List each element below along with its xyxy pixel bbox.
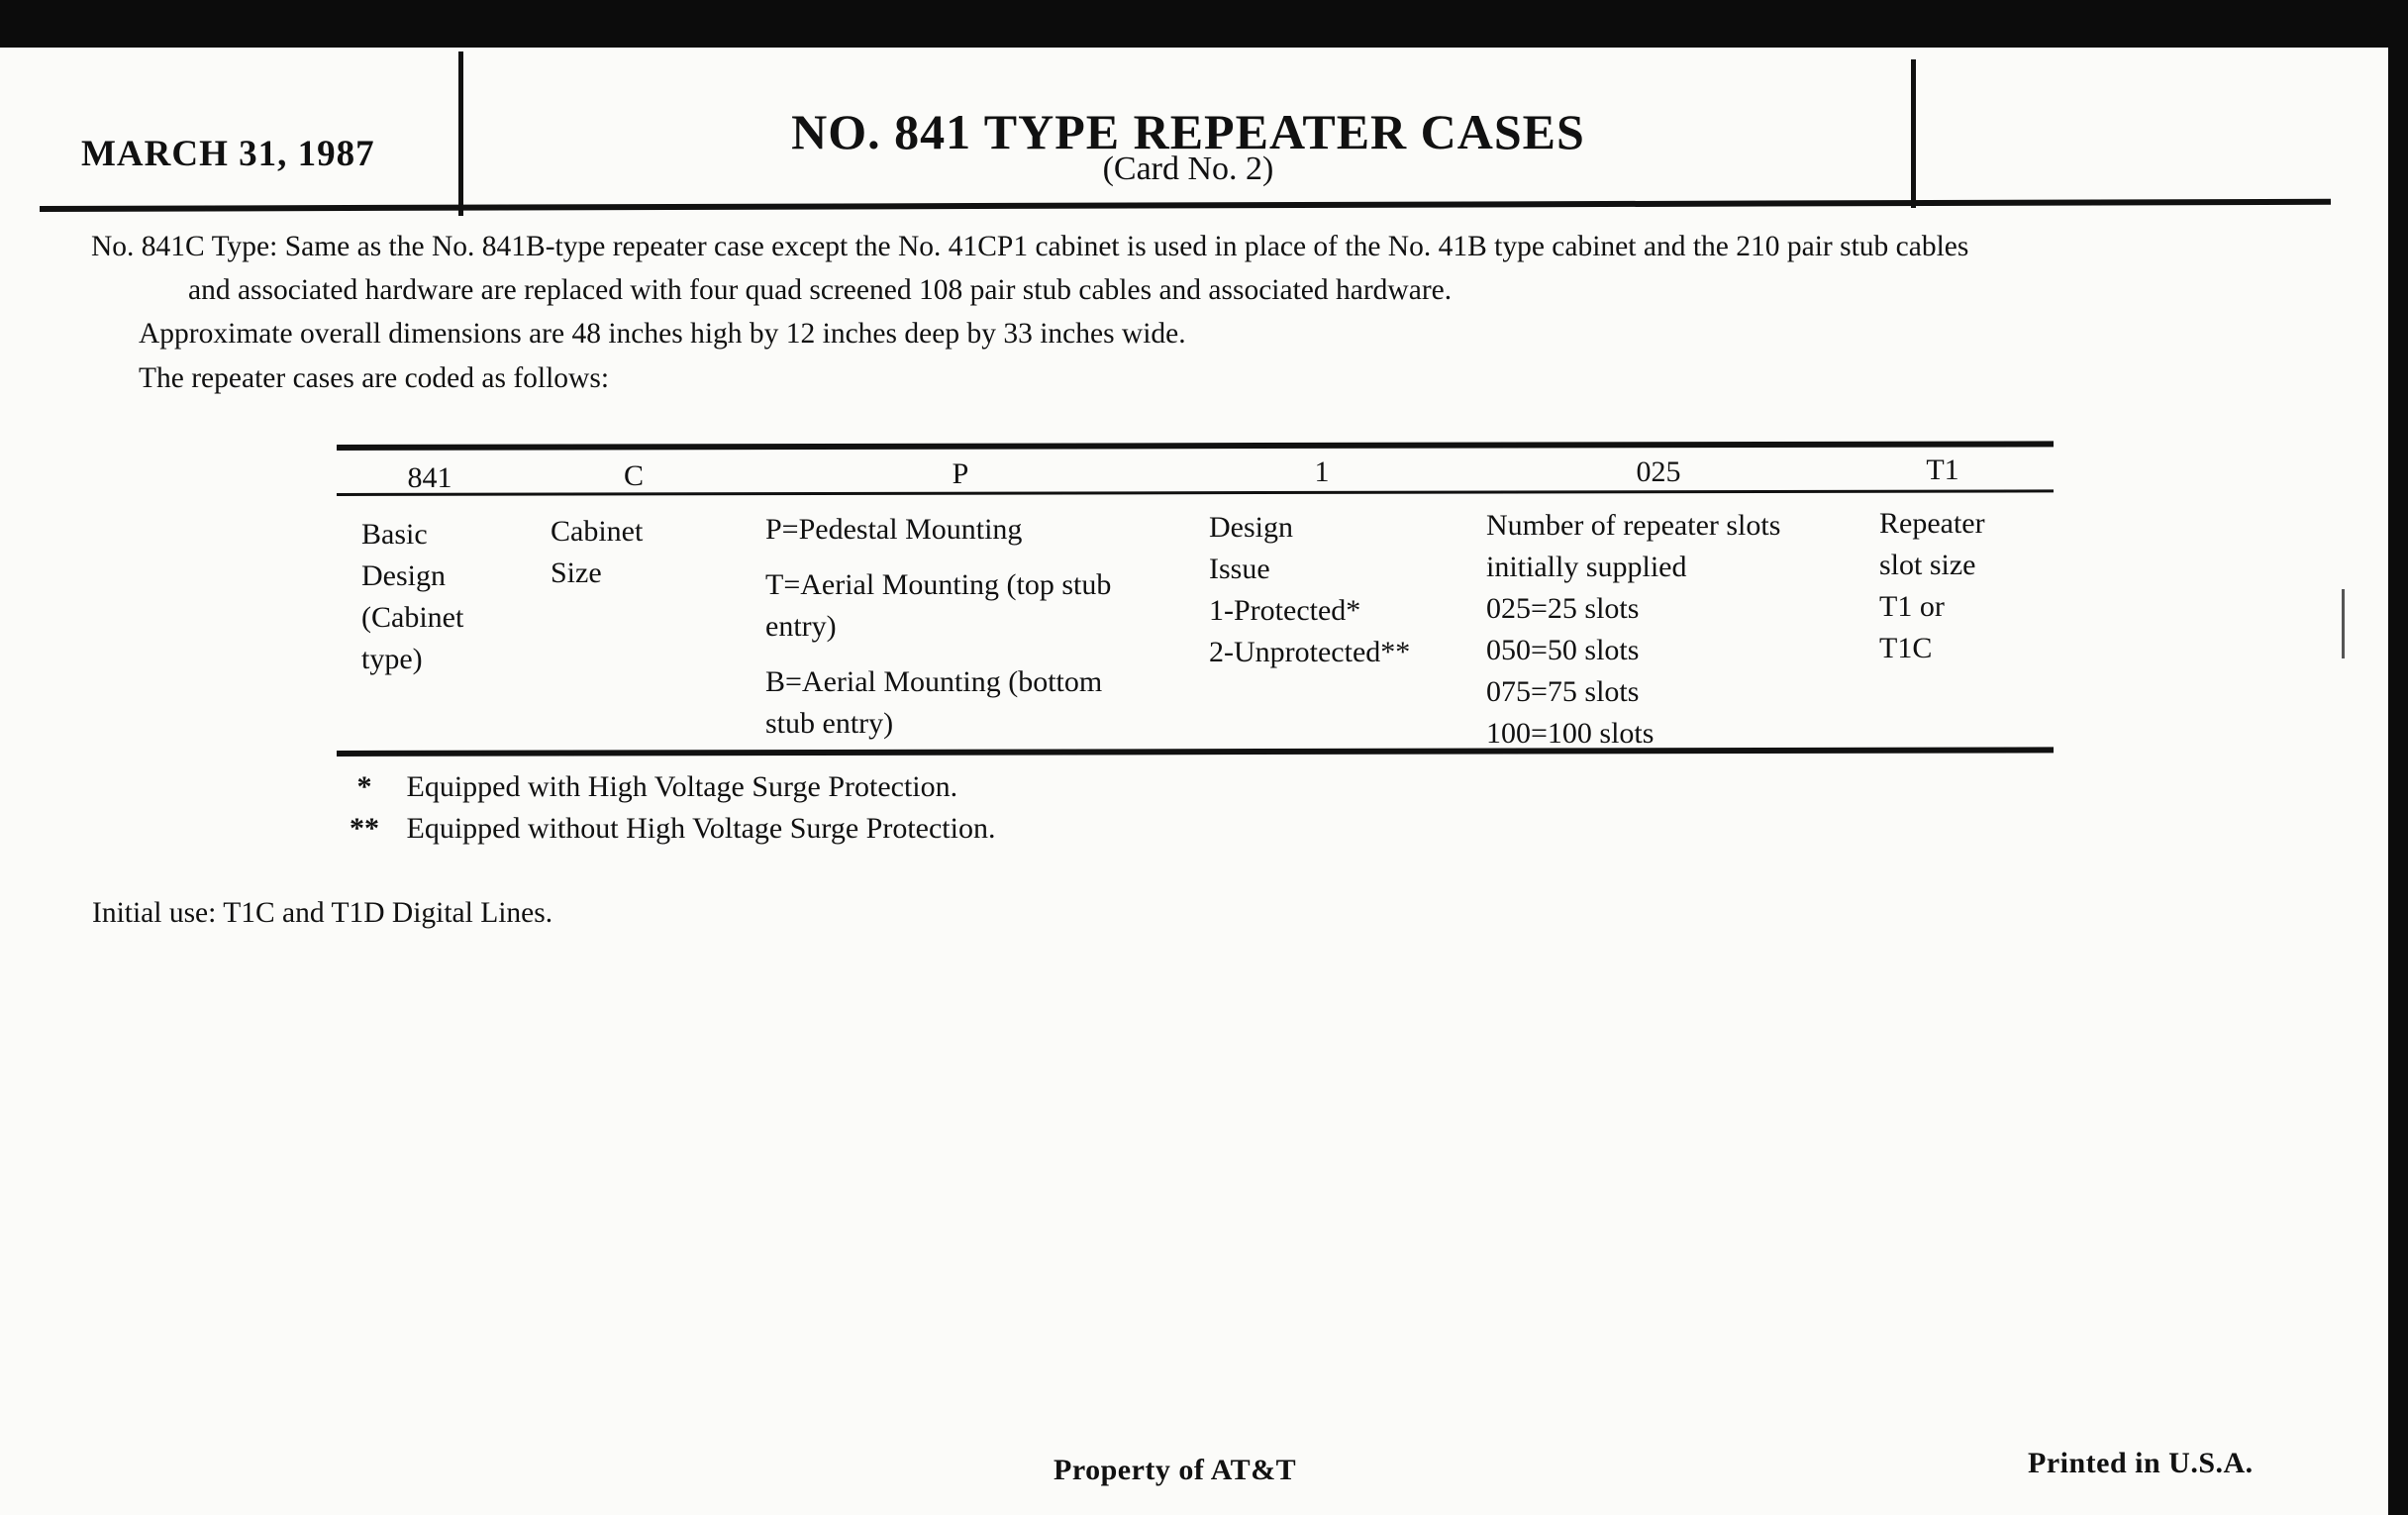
description-line: P=Pedestal Mounting [765, 513, 1023, 546]
code-column-5-description [1879, 503, 1985, 669]
description-line: 100=100 slots [1486, 717, 1655, 750]
code-column-3-description [1209, 507, 1410, 673]
description-line: (Cabinet [361, 601, 464, 634]
code-column-4-header: 025 [1636, 455, 1681, 488]
description-spacer [765, 551, 1111, 564]
code-column-4-description [1486, 505, 1780, 755]
description-paragraph-line1: No. 841C Type: Same as the No. 841B-type repeater case except the No. 41CP1 cabinet is used in place of the No. 41B type cabinet and the 210 pair stub cables [91, 231, 1969, 262]
description-line: T=Aerial Mounting (top stub [765, 568, 1112, 601]
description-line: Size [551, 556, 602, 589]
initial-use: Initial use: T1C and T1D Digital Lines. [92, 897, 553, 929]
description-line: T1C [1879, 632, 1933, 664]
description-line: 050=50 slots [1486, 634, 1640, 666]
description-line: 025=25 slots [1486, 592, 1640, 625]
description-line: Basic [361, 518, 428, 551]
description-line: B=Aerial Mounting (bottom [765, 665, 1103, 698]
code-column-1-description [551, 511, 643, 594]
description-line: stub entry) [765, 707, 894, 740]
code-column-1-header: C [623, 459, 644, 492]
description-paragraph-line2: and associated hardware are replaced with four quad screened 108 pair stub cables and associated hardware. [188, 274, 1453, 306]
description-line: Design [1209, 511, 1293, 544]
description-line: 2-Unprotected** [1209, 636, 1411, 668]
printed-notice: Printed in U.S.A. [2028, 1447, 2254, 1479]
description-line: type) [361, 643, 423, 675]
issue-date: MARCH 31, 1987 [81, 134, 375, 174]
description-line: entry) [765, 610, 837, 643]
coding-intro: The repeater cases are coded as follows: [139, 362, 610, 394]
code-column-2-description [765, 509, 1111, 745]
scan-border [2388, 0, 2408, 1515]
description-line: 075=75 slots [1486, 675, 1640, 708]
header-divider-left [458, 51, 463, 216]
description-line: Cabinet [551, 515, 644, 548]
description-line: T1 or [1879, 590, 1945, 623]
dimensions-paragraph: Approximate overall dimensions are 48 inches high by 12 inches deep by 33 inches wide. [139, 318, 1186, 350]
header-divider-right [1911, 59, 1916, 208]
description-line: Repeater [1879, 507, 1985, 540]
property-notice: Property of AT&T [1054, 1454, 1297, 1486]
description-spacer [765, 648, 1111, 661]
footnote-double-asterisk [330, 808, 995, 850]
footnote-mark: * [356, 770, 372, 803]
footnote-text: Equipped without High Voltage Surge Protection. [406, 812, 996, 845]
footnote-text: Equipped with High Voltage Surge Protection. [406, 770, 958, 803]
document-title: NO. 841 TYPE REPEATER CASES [791, 104, 1585, 159]
margin-mark [2342, 589, 2345, 658]
description-line: 1-Protected* [1209, 594, 1361, 627]
code-column-0-header: 841 [407, 461, 452, 494]
description-line: initially supplied [1486, 551, 1687, 583]
card-number: (Card No. 2) [1102, 151, 1274, 187]
footnote-mark: ** [350, 812, 379, 845]
code-column-3-header: 1 [1314, 455, 1330, 488]
footnote-single-asterisk [330, 766, 957, 808]
description-line: Issue [1209, 553, 1270, 585]
code-column-2-header: P [952, 457, 969, 490]
description-line: slot size [1879, 549, 1976, 581]
code-column-5-header: T1 [1926, 454, 1959, 486]
description-line: Number of repeater slots [1486, 509, 1781, 542]
description-line: Design [361, 559, 446, 592]
code-column-0-description [361, 514, 463, 680]
